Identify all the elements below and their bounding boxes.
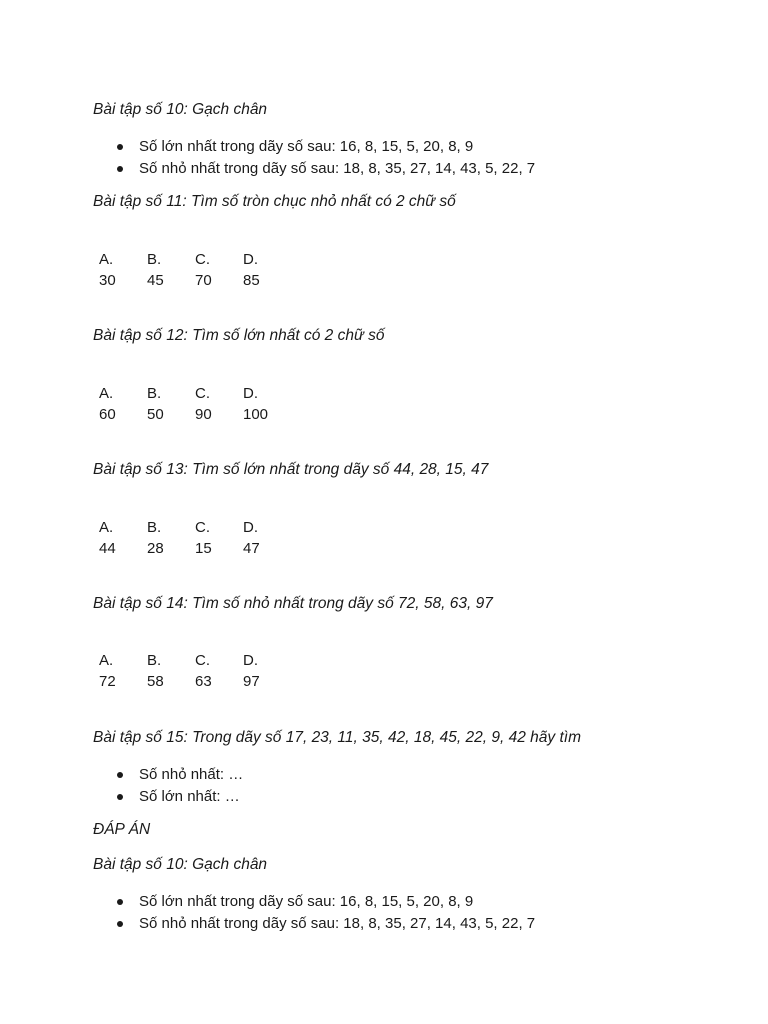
exercise-14-title: Bài tập số 14: Tìm số nhỏ nhất trong dãy số 72, 58, 63, 97	[93, 595, 493, 612]
option-letter: B.	[147, 251, 162, 268]
option-letters-row	[99, 383, 291, 404]
option-letter: A.	[99, 251, 114, 268]
option-value: 90	[195, 406, 212, 423]
option-value: 63	[195, 673, 212, 690]
option-letter: D.	[243, 251, 258, 268]
option-value: 15	[195, 540, 212, 557]
exercise-11-options	[99, 249, 291, 291]
option-value: 28	[147, 540, 164, 557]
option-value: 30	[99, 272, 116, 289]
option-letter: C.	[195, 519, 210, 536]
option-values-row	[99, 270, 291, 291]
list-item: Số nhỏ nhất: …	[116, 764, 243, 786]
exercise-10-title: Bài tập số 10: Gạch chân	[93, 101, 268, 118]
option-value: 70	[195, 272, 212, 289]
option-letter: D.	[243, 652, 258, 669]
exercise-11-title: Bài tập số 11: Tìm số tròn chục nhỏ nhất có 2 chữ số	[93, 193, 456, 210]
list-item: Số lớn nhất trong dãy số sau: 16, 8, 15, 5, 20, 8, 9	[116, 136, 535, 158]
answer-10-title: Bài tập số 10: Gạch chân	[93, 856, 268, 873]
option-letter: C.	[195, 652, 210, 669]
option-values-row	[99, 538, 291, 559]
option-letter: A.	[99, 519, 114, 536]
option-value: 45	[147, 272, 164, 289]
option-value: 44	[99, 540, 116, 557]
exercise-12-title: Bài tập số 12: Tìm số lớn nhất có 2 chữ số	[93, 327, 385, 344]
option-value: 100	[243, 406, 269, 423]
list-item: Số lớn nhất trong dãy số sau: 16, 8, 15, 5, 20, 8, 9	[116, 891, 535, 913]
option-letter: D.	[243, 385, 258, 402]
option-letters-row	[99, 249, 291, 270]
option-value: 47	[243, 540, 260, 557]
option-letters-row	[99, 650, 291, 671]
option-value: 60	[99, 406, 116, 423]
exercise-15-title: Bài tập số 15: Trong dãy số 17, 23, 11, 35, 42, 18, 45, 22, 9, 42 hãy tìm	[93, 729, 581, 746]
option-value: 85	[243, 272, 260, 289]
option-values-row	[99, 671, 291, 692]
exercise-13-title: Bài tập số 13: Tìm số lớn nhất trong dãy số 44, 28, 15, 47	[93, 461, 489, 478]
exercise-12-options	[99, 383, 291, 425]
option-values-row	[99, 404, 291, 425]
option-letter: B.	[147, 519, 162, 536]
option-letter: C.	[195, 251, 210, 268]
option-value: 97	[243, 673, 260, 690]
option-letter: A.	[99, 652, 114, 669]
option-letter: B.	[147, 652, 162, 669]
exercise-10-list	[116, 136, 535, 179]
exercise-15-list	[116, 764, 243, 807]
answer-10-list	[116, 891, 535, 934]
list-item: Số lớn nhất: …	[116, 786, 243, 808]
list-item: Số nhỏ nhất trong dãy số sau: 18, 8, 35, 27, 14, 43, 5, 22, 7	[116, 913, 535, 935]
option-letters-row	[99, 517, 291, 538]
option-value: 58	[147, 673, 164, 690]
option-letter: A.	[99, 385, 114, 402]
exercise-13-options	[99, 517, 291, 559]
answers-title: ĐÁP ÁN	[93, 821, 151, 838]
list-item: Số nhỏ nhất trong dãy số sau: 18, 8, 35, 27, 14, 43, 5, 22, 7	[116, 158, 535, 180]
option-value: 50	[147, 406, 164, 423]
option-letter: D.	[243, 519, 258, 536]
option-letter: B.	[147, 385, 162, 402]
exercise-14-options	[99, 650, 291, 692]
option-value: 72	[99, 673, 116, 690]
option-letter: C.	[195, 385, 210, 402]
